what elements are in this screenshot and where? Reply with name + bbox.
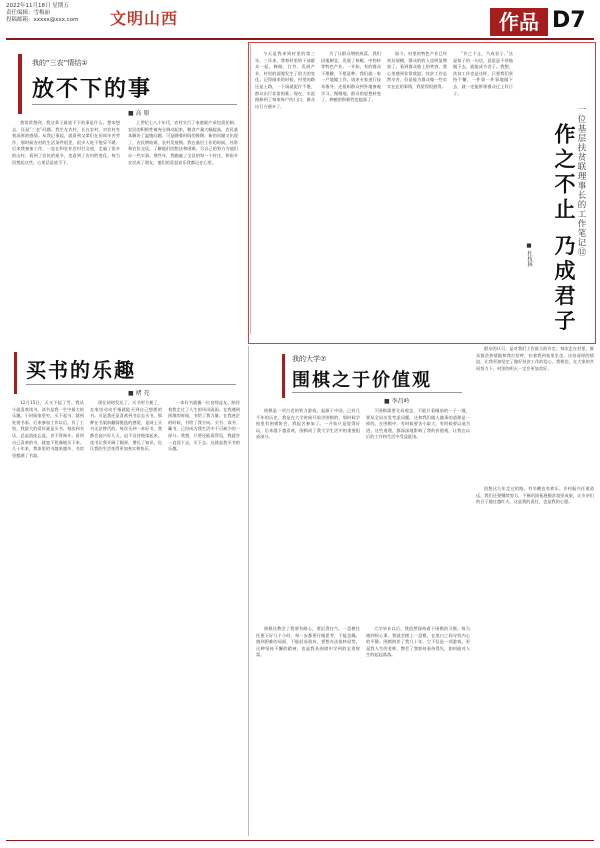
header-editor: 责任编辑：雪梅丽 bbox=[6, 10, 51, 16]
article1-col1: 我常常想到，我这辈子最放不下的事是什么。想来想去，还是“三农”问题。我生在农村，长在农村，对农村有着深厚的感情。从我记事起，就看到父辈们在田间辛苦劳作，那时候农村的生活条件很差，很多人吃不饱穿不暖。后来我参加工作，一直在和农业农村打交道，走遍了很多的山村，看到了农民的艰辛，也看到了农村的变化。每当回想起这些，心里总是放不下。 bbox=[12, 120, 120, 165]
article4-col6: 回想这几年走过的路，有辛酸也有欢乐。乡村振兴任重道远，我们还要继续努力，不断巩固拓展脱贫攻坚成果，让乡亲们的日子越过越红火。这是我的责任，也是我的心愿。 bbox=[476, 486, 594, 505]
header-email: 投稿邮箱：xxxxx@xxx.com bbox=[6, 17, 79, 23]
article-zuozhibuzhi bbox=[248, 42, 596, 344]
article4-col5: 群众的认可，是对我们工作最大的肯定。每次走在村里，群众都会热情地和我打招呼，拉着我到家里坐坐。这份深厚的情谊，让我更加坚定了做好扶贫工作的信心。我相信，在大家的共同努力下，村里的明天一定会更加美好。 bbox=[476, 346, 594, 371]
article2-col1: 12月15日，天又下起了雪。我从小就喜欢读书，读书是我一生中最大的乐趣。小时候家里穷，买不起书，就到处借书看。后来参加工作以后，有了工资，我最大的爱好就是买书。每次到书店，总是流连忘返，舍不得离开。看到自己喜欢的书，就毫不犹豫地买下来。几十年来，我家里的书越来越多，书房里摆满了书架。 bbox=[12, 400, 84, 458]
article2-col3: 一本好书就像一位良师益友，陪伴着我走过了人生的风风雨雨。在我遇到困难的时候，书给了我力量；在我迷茫的时候，书给了我方向。买书、读书、藏书，已经成为我生活中不可缺少的一部分。我想，只要还能看得见，我就会一直读下去，买下去。这就是我买书的乐趣。 bbox=[168, 400, 240, 452]
article4-col4: “作之不止，乃成君子。”这是荀子的一句话，意思是不停地做下去，就能成为君子。我想，扶贫工作也是这样，只要我们坚持不懈，一件事一件事地做下去，就一定能带领群众过上好日子。 bbox=[453, 51, 513, 96]
article-maishu bbox=[10, 342, 242, 838]
article3-author: ■ 李昌岭 bbox=[384, 398, 410, 405]
article2-col2: 现在网络发达了，买书更方便了，在家里动动手指就能买到自己想要的书。可是我还是喜欢到书店去买书，那种在书架前翻阅挑选的感觉，是网上买书无法替代的。每次买到一本好书，我都会高兴好几天，迫不及待地读起来。读书让我开阔了眼界，增长了知识，也让我的生活变得更加充实和快乐。 bbox=[90, 400, 162, 452]
article3-col4: 大学毕业以后，我依然保持着下围棋的习惯。每当遇到烦心事，我就会摆上一盘棋，在黑白之间寻找内心的平静。围棋陪伴了我几十年，它不仅是一项游戏，更是我人生的老师，教会了我如何看待得失，如何面对人生的起起落落。 bbox=[366, 626, 470, 658]
article3-title-rule bbox=[292, 392, 462, 393]
article3-title: 围棋之于价值观 bbox=[292, 370, 432, 391]
page-number: D7 bbox=[552, 8, 586, 33]
article4-col3: 如今，村里的特色产业已经初具规模，群众的收入也明显增加了。看到群众脸上的笑容，我心里感到非常欣慰。扶贫工作虽然辛苦，但是能为群众做一些实实在在的事情，我觉得很值得。 bbox=[387, 51, 447, 89]
page-header bbox=[0, 0, 600, 38]
article1-col2: 上世纪七八十年代，农村实行了家庭联产承包责任制，农民的积极性被充分调动起来，粮食产量大幅提高，农民基本解决了温饱问题。可是随着时间的推移，新的问题又出现了，农民增收难，农村发展慢。我在基层工作的时候，经常和农民交谈，了解他们的想法和困难，尽自己的努力为他们办一些实事。那些年，我跑遍了全县的每一个村庄，和很多农民成了朋友，他们的喜怒哀乐我都记在心里。 bbox=[128, 120, 238, 165]
article4-col1: 今天是我来到村里的第三年。三年来，我和村里的干部群众一起，修路、打井、发展产业，村里的面貌发生了很大的变化。记得刚来的时候，村里的路还是土路，一下雨就泥泞不堪，群众出行非常困难。现在，水泥路修到了每家每户的门口，群众出行方便多了。 bbox=[255, 51, 315, 109]
header-meta bbox=[6, 3, 79, 24]
article1-title: 放不下的事 bbox=[32, 76, 153, 102]
article1-serial: 我的“三农”情结① bbox=[32, 59, 88, 67]
article-weiqi bbox=[254, 346, 470, 838]
header-date: 2022年11月18日 星期五 bbox=[6, 3, 69, 9]
article2-author: ■ 褚 充 bbox=[128, 390, 150, 397]
article2-title-rule bbox=[26, 384, 236, 385]
header-rule bbox=[6, 38, 594, 40]
section-badge: 作品 bbox=[490, 8, 548, 36]
article4-col2: 为了让群众增收致富，我们因地制宜，发展了核桃、中药材等特色产业。一开始，有的群众不理解，不愿意种。我们就一家一户地做工作，请来专家进行技术指导，还组织群众到外地参观学习。慢慢地，群众的思想转变了，种植的积极性也提高了。 bbox=[321, 51, 381, 103]
footer-rule bbox=[6, 840, 594, 841]
article4-author: ■ 杜枝林 bbox=[526, 243, 532, 268]
article2-title: 买书的乐趣 bbox=[26, 358, 136, 382]
column-divider-2 bbox=[248, 346, 249, 836]
newspaper-logo: 文明山西 bbox=[110, 9, 179, 28]
article1-author: ■ 高 原 bbox=[128, 110, 150, 117]
article3-col3: 围棋还教会了我要有耐心，要沉得住气。一盘棋往往要下好几个小时，每一步都要仔细思考，不能急躁。遇到困难的局面，不能轻易放弃，要想办法扭转局势。这种坚持不懈的精神，也是我从围棋中学到的宝贵财富。 bbox=[256, 626, 360, 658]
article-fangbuxia bbox=[10, 44, 242, 340]
article3-col1: 围棋是一项古老的智力游戏，起源于中国，已有几千年的历史。我是在大学时候开始学围棋的，那时候学校里有围棋协会，我报名参加了。一开始只是觉得好玩，后来越下越喜欢，围棋成了我大学生活中的重要组成部分。 bbox=[256, 408, 360, 440]
article3-accent-bar bbox=[282, 354, 285, 398]
article4-title: 作之不止 乃成君子 bbox=[552, 123, 577, 335]
article1-accent-bar bbox=[18, 54, 22, 114]
article1-title-rule bbox=[32, 104, 237, 105]
article3-serial: 我的大学⑦ bbox=[292, 355, 327, 363]
article4-subtitle: 一位基层扶贫联理事长的工作笔记⑫ bbox=[576, 105, 586, 257]
article2-accent-bar bbox=[14, 352, 17, 394]
article3-col2: 下围棋需要全局观念，不能只看眼前的一子一地，要从全局出发考虑问题。这和我们做人做事的道理是一样的。在围棋中，有时候要舍小取大，有时候要以退为进。这些道理，都深深地影响了我的价值观，让我在以后的工作和生活中受益匪浅。 bbox=[366, 408, 470, 440]
